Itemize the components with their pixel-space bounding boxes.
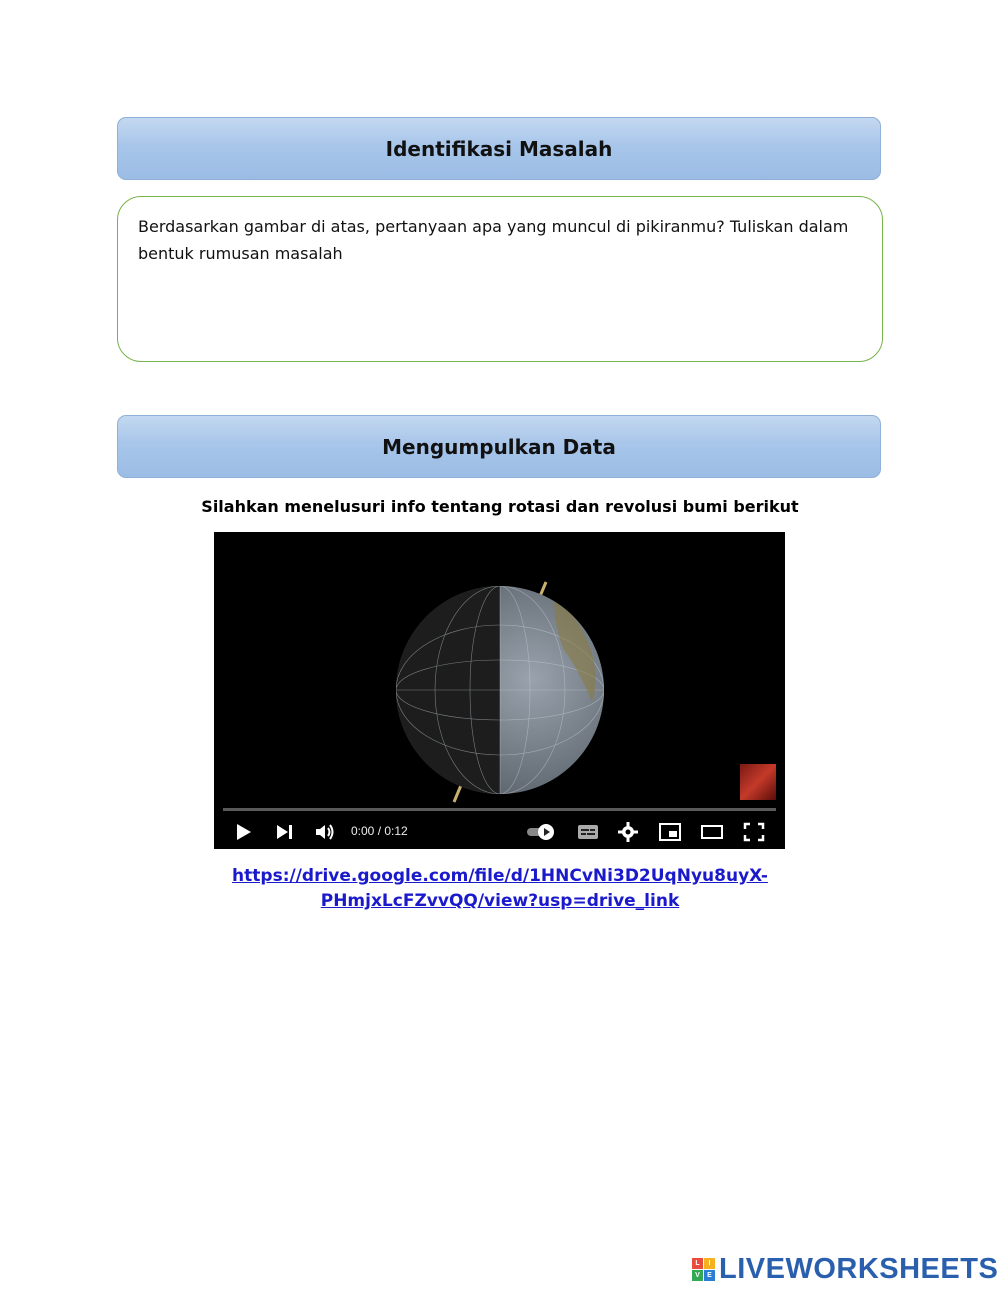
video-player[interactable]	[214, 532, 785, 849]
volume-icon[interactable]	[313, 821, 337, 843]
miniplayer-icon[interactable]	[658, 821, 682, 843]
play-icon[interactable]	[232, 821, 256, 843]
autoplay-toggle-icon[interactable]	[526, 821, 560, 843]
liveworksheets-logo	[692, 1252, 998, 1286]
logo-block: V	[692, 1270, 703, 1281]
drive-link-line1[interactable]: https://drive.google.com/file/d/1HNCvNi3D2UqNyu8uyX-	[232, 866, 768, 886]
video-progress-bar[interactable]	[223, 808, 776, 811]
theater-mode-icon[interactable]	[700, 821, 724, 843]
drive-link-line2[interactable]: PHmjxLcFZvvQQ/view?usp=drive_link	[320, 891, 680, 911]
brand-name: LIVEWORKSHEETS	[719, 1252, 999, 1285]
instruction-text: Silahkan menelusuri info tentang rotasi dan revolusi bumi berikut	[201, 497, 799, 516]
channel-thumbnail[interactable]	[740, 764, 776, 800]
answer-textbox[interactable]	[117, 196, 883, 362]
drive-link[interactable]	[0, 864, 1000, 914]
logo-block: E	[704, 1270, 715, 1281]
video-time: 0:00 / 0:12	[351, 824, 408, 838]
settings-gear-icon[interactable]	[616, 821, 640, 843]
logo-blocks	[692, 1258, 715, 1281]
section-title: Identifikasi Masalah	[385, 136, 613, 161]
answer-prompt: Berdasarkan gambar di atas, pertanyaan apa yang muncul di pikiranmu? Tuliskan dalam bentuk rumusan masalah	[138, 217, 849, 263]
next-icon[interactable]	[273, 821, 297, 843]
subtitles-icon[interactable]	[576, 821, 600, 843]
logo-block: I	[704, 1258, 715, 1269]
section-title: Mengumpulkan Data	[382, 434, 616, 459]
fullscreen-icon[interactable]	[742, 821, 766, 843]
section-header-identifikasi	[117, 117, 881, 180]
earth-globe-frame	[214, 532, 785, 849]
logo-block: L	[692, 1258, 703, 1269]
video-controls	[214, 815, 785, 849]
section-header-mengumpulkan	[117, 415, 881, 478]
